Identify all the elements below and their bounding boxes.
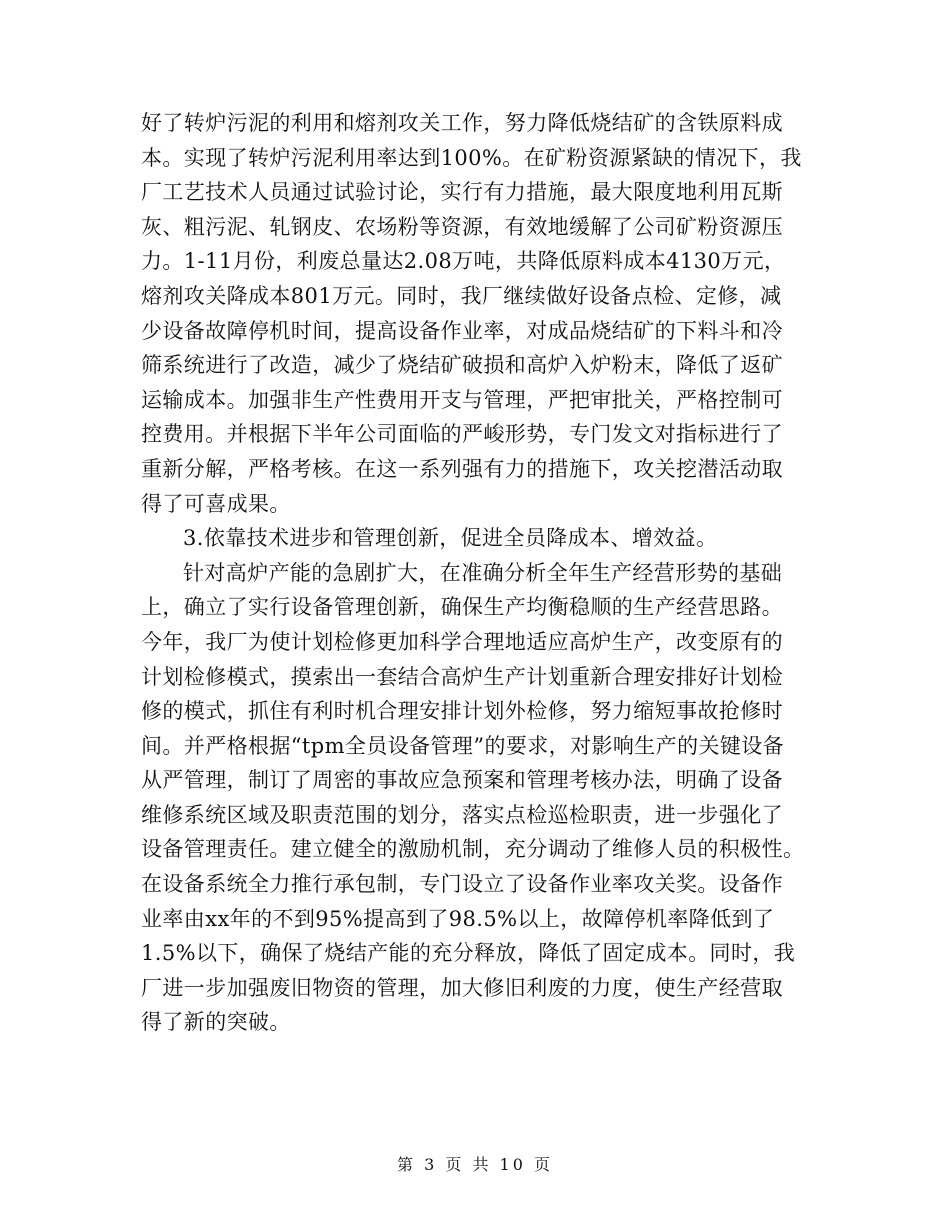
text-line: 筛系统进行了改造，减少了烧结矿破损和高炉入炉粉末，降低了返矿 [141, 353, 783, 378]
text-line: 修的模式，抓住有利时机合理安排计划外检修，努力缩短事故抢修时 [141, 699, 783, 724]
page-footer: 第 3 页 共 10 页 [397, 1155, 553, 1174]
text-line: 1.5%以下，确保了烧结产能的充分释放，降低了固定成本。同时，我 [141, 941, 796, 966]
text-line: 本。实现了转炉污泥利用率达到100%。在矿粉资源紧缺的情况下，我 [141, 145, 802, 170]
text-line: 灰、粗污泥、轧钢皮、农场粉等资源，有效地缓解了公司矿粉资源压 [141, 214, 783, 239]
text-line: 好了转炉污泥的利用和熔剂攻关工作，努力降低烧结矿的含铁原料成 [141, 111, 783, 135]
text-line: 得了可喜成果。 [141, 491, 291, 516]
paragraph-start: 针对高炉产能的急剧扩大，在准确分析全年生产经营形势的基础 [183, 560, 783, 585]
section-heading: 3.依靠技术进步和管理创新，促进全员降成本、增效益。 [183, 526, 718, 551]
text-line: 间。并严格根据“tpm全员设备管理”的要求，对影响生产的关键设备 [141, 733, 785, 758]
text-line: 从严管理，制订了周密的事故应急预案和管理考核办法，明确了设备 [141, 768, 783, 793]
text-line: 控费用。并根据下半年公司面临的严峻形势，专门发文对指标进行了 [141, 422, 783, 447]
text-line: 上，确立了实行设备管理创新，确保生产均衡稳顺的生产经营思路。 [141, 595, 783, 620]
text-line: 得了新的突破。 [141, 1010, 291, 1035]
text-line: 在设备系统全力推行承包制，专门设立了设备作业率攻关奖。设备作 [141, 872, 783, 897]
body-text [141, 106, 821, 1040]
text-line: 厂进一步加强废旧物资的管理，加大修旧利废的力度，使生产经营取 [141, 975, 783, 1000]
text-line: 力。1-11月份，利废总量达2.08万吨，共降低原料成本4130万元， [141, 249, 786, 274]
text-line: 厂工艺技术人员通过试验讨论，实行有力措施，最大限度地利用瓦斯 [141, 180, 783, 205]
text-line: 重新分解，严格考核。在这一系列强有力的措施下，攻关挖潜活动取 [141, 456, 783, 481]
text-line: 计划检修模式，摸索出一套结合高炉生产计划重新合理安排好计划检 [141, 664, 783, 689]
text-line: 熔剂攻关降成本801万元。同时，我厂继续做好设备点检、定修，减 [141, 283, 782, 308]
text-line: 业率由xx年的不到95%提高到了98.5%以上，故障停机率降低到了 [141, 906, 775, 931]
text-line: 少设备故障停机时间，提高设备作业率，对成品烧结矿的下料斗和冷 [141, 318, 783, 343]
text-line: 设备管理责任。建立健全的激励机制，充分调动了维修人员的积极性。 [141, 837, 805, 862]
text-line: 维修系统区域及职责范围的划分，落实点检巡检职责，进一步强化了 [141, 802, 783, 827]
text-line: 运输成本。加强非生产性费用开支与管理，严把审批关，严格控制可 [141, 387, 783, 412]
text-line: 今年，我厂为使计划检修更加科学合理地适应高炉生产，改变原有的 [141, 629, 783, 654]
